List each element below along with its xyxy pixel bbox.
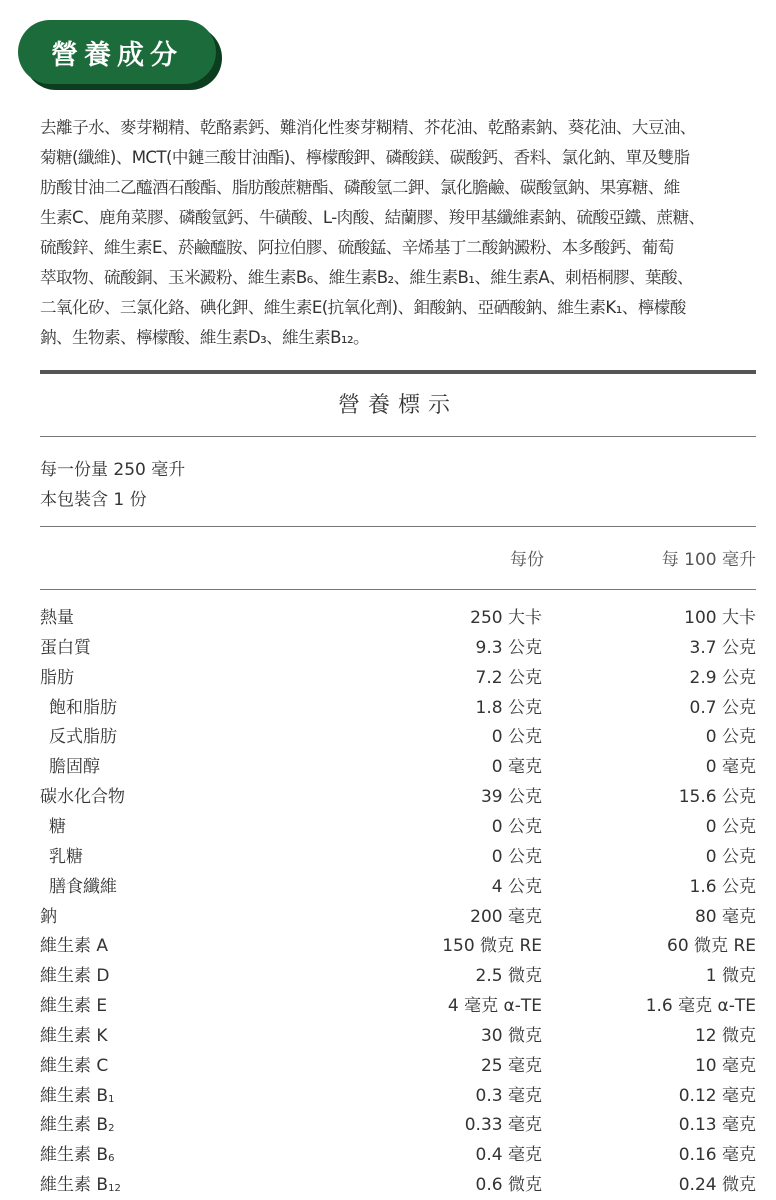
table-row xyxy=(40,872,756,902)
nutrient-label xyxy=(40,1110,114,1135)
nutrient-name: 鈉 xyxy=(40,906,57,927)
value-per-serving: 4 毫克 α-TE xyxy=(447,996,542,1017)
nutrient-label xyxy=(49,722,117,747)
nutrient-label xyxy=(49,812,66,837)
nutrient-name: 乳糖 xyxy=(49,846,83,867)
table-row xyxy=(40,902,756,932)
ingredients-line: 二氧化矽、三氯化鉻、碘化鉀、維生素E(抗氧化劑)、鉬酸鈉、亞硒酸鈉、維生素K₁、檸檬酸 xyxy=(40,298,686,317)
nutrient-label xyxy=(40,633,91,658)
table-row xyxy=(40,693,756,723)
value-per-serving: 250 大卡 xyxy=(470,608,542,628)
value-per-serving: 9.3 公克 xyxy=(475,637,542,658)
table-row xyxy=(40,961,756,991)
table-row xyxy=(40,752,756,782)
nutrient-subscript: 1 xyxy=(108,1093,115,1105)
value-per-serving: 7.2 公克 xyxy=(475,667,542,688)
value-per-100ml: 0 公克 xyxy=(705,816,756,837)
nutrient-label xyxy=(40,1021,108,1046)
divider-thick xyxy=(40,370,756,374)
nutrient-name: 維生素 B xyxy=(40,1175,109,1196)
value-per-100ml: 1.6 毫克 α-TE xyxy=(645,996,756,1017)
divider xyxy=(40,526,756,527)
nutrient-label xyxy=(40,1051,108,1076)
value-per-100ml: 1.6 公克 xyxy=(689,876,756,897)
nutrient-label xyxy=(40,603,74,628)
ingredients-line: 生素C、鹿角菜膠、磷酸氫鈣、牛磺酸、L-肉酸、結蘭膠、羧甲基纖維素鈉、硫酸亞鐵、蔗糖、 xyxy=(40,208,705,227)
table-row xyxy=(40,1081,756,1111)
nutrient-name: 膽固醇 xyxy=(49,757,100,778)
value-per-serving: 0 毫克 xyxy=(491,757,542,778)
nutrient-name: 碳水化合物 xyxy=(40,787,125,808)
value-per-100ml: 100 大卡 xyxy=(684,608,756,628)
value-per-100ml: 0 公克 xyxy=(705,846,756,867)
value-per-serving: 200 毫克 xyxy=(470,906,542,927)
ingredients-list xyxy=(40,113,758,353)
nutrient-label xyxy=(40,663,74,688)
value-per-100ml: 0 毫克 xyxy=(705,757,756,778)
table-row xyxy=(40,1051,756,1081)
divider xyxy=(40,589,756,590)
value-per-serving: 0.33 毫克 xyxy=(464,1115,542,1136)
table-row xyxy=(40,603,756,633)
divider xyxy=(40,436,756,437)
nutrient-name: 維生素 C xyxy=(40,1055,109,1076)
nutrient-name: 維生素 E xyxy=(40,996,108,1017)
nutrient-name: 膳食纖維 xyxy=(49,876,117,897)
table-row xyxy=(40,633,756,663)
ingredients-line: 菊糖(纖維)、MCT(中鏈三酸甘油酯)、檸檬酸鉀、磷酸鎂、碳酸鈣、香料、氯化鈉、單及雙脂 xyxy=(40,148,690,167)
nutrient-label xyxy=(40,1081,114,1106)
value-per-serving: 150 微克 RE xyxy=(442,936,542,957)
value-per-serving: 1.8 公克 xyxy=(475,697,542,718)
table-row xyxy=(40,1140,756,1170)
servings-per-pack: 本包裝含 1 份 xyxy=(40,490,147,510)
value-per-100ml: 0.16 毫克 xyxy=(678,1145,756,1166)
value-per-serving: 0.6 微克 xyxy=(475,1175,542,1196)
nutrient-label xyxy=(40,961,110,986)
table-row xyxy=(40,1110,756,1140)
nutrient-subscript: 2 xyxy=(108,1123,115,1135)
table-row xyxy=(40,782,756,812)
value-per-100ml: 15.6 公克 xyxy=(678,787,756,808)
nutrient-name: 蛋白質 xyxy=(40,637,91,658)
ingredients-line: 去離子水、麥芽糊精、乾酪素鈣、難消化性麥芽糊精、芥花油、乾酪素鈉、葵花油、大豆油、 xyxy=(40,118,696,137)
value-per-serving: 4 公克 xyxy=(491,876,542,897)
nutrient-name: 熱量 xyxy=(40,608,74,628)
nutrient-label xyxy=(40,902,57,927)
nutrient-label xyxy=(40,1170,121,1195)
value-per-100ml: 60 微克 RE xyxy=(667,936,756,957)
value-per-100ml: 3.7 公克 xyxy=(689,637,756,658)
section-title-badge: 營養成分 xyxy=(18,20,216,84)
value-per-serving: 30 微克 xyxy=(480,1025,542,1046)
serving-size: 每一份量 250 毫升 xyxy=(40,460,186,480)
nutrient-name: 維生素 B xyxy=(40,1085,109,1106)
nutrition-panel-title: 營養標示 xyxy=(337,393,458,418)
value-per-100ml: 1 微克 xyxy=(705,966,756,987)
column-header-per-serving: 每份 xyxy=(510,550,544,570)
nutrient-label xyxy=(49,752,100,777)
nutrient-label xyxy=(40,991,107,1016)
nutrient-name: 反式脂肪 xyxy=(49,727,117,748)
table-row xyxy=(40,812,756,842)
nutrient-subscript: 6 xyxy=(108,1153,115,1165)
column-header-per-100ml: 每 100 毫升 xyxy=(661,550,756,570)
value-per-serving: 0 公克 xyxy=(491,727,542,748)
value-per-serving: 0.4 毫克 xyxy=(475,1145,542,1166)
value-per-serving: 0 公克 xyxy=(491,816,542,837)
ingredients-line: 肪酸甘油二乙醯酒石酸酯、脂肪酸蔗糖酯、磷酸氫二鉀、氯化膽鹼、碳酸氫鈉、果寡糖、維 xyxy=(40,178,680,197)
nutrient-label xyxy=(49,842,83,867)
nutrient-name: 維生素 A xyxy=(40,936,109,957)
nutrient-name: 維生素 K xyxy=(40,1025,108,1046)
nutrient-name: 維生素 B xyxy=(40,1145,109,1166)
ingredients-line: 萃取物、硫酸銅、玉米澱粉、維生素B₆、維生素B₂、維生素B₁、維生素A、刺梧桐膠、葉酸、 xyxy=(40,268,694,287)
value-per-100ml: 10 毫克 xyxy=(694,1055,756,1076)
nutrient-name: 飽和脂肪 xyxy=(49,697,117,718)
nutrient-subscript: 12 xyxy=(108,1183,121,1195)
value-per-100ml: 0 公克 xyxy=(705,727,756,748)
nutrient-name: 糖 xyxy=(49,816,66,837)
value-per-serving: 0.3 毫克 xyxy=(475,1085,542,1106)
nutrient-label xyxy=(40,1140,114,1165)
nutrient-label xyxy=(40,782,125,807)
value-per-100ml: 0.24 微克 xyxy=(678,1175,756,1196)
table-row xyxy=(40,842,756,872)
value-per-100ml: 0.7 公克 xyxy=(689,697,756,718)
table-row xyxy=(40,722,756,752)
nutrient-label xyxy=(49,872,117,897)
value-per-serving: 25 毫克 xyxy=(480,1055,542,1076)
value-per-100ml: 80 毫克 xyxy=(694,906,756,927)
value-per-serving: 0 公克 xyxy=(491,846,542,867)
table-row xyxy=(40,991,756,1021)
value-per-100ml: 12 微克 xyxy=(694,1025,756,1046)
nutrient-name: 維生素 B xyxy=(40,1115,109,1136)
table-row xyxy=(40,1021,756,1051)
nutrient-name: 脂肪 xyxy=(40,667,74,688)
value-per-serving: 2.5 微克 xyxy=(475,966,542,987)
ingredients-line: 鈉、生物素、檸檬酸、維生素D₃、維生素B₁₂。 xyxy=(40,328,370,347)
nutrient-label xyxy=(40,931,108,956)
value-per-100ml: 2.9 公克 xyxy=(689,667,756,688)
value-per-100ml: 0.12 毫克 xyxy=(678,1085,756,1106)
table-row xyxy=(40,1170,756,1200)
table-row xyxy=(40,931,756,961)
nutrient-label xyxy=(49,693,117,718)
value-per-100ml: 0.13 毫克 xyxy=(678,1115,756,1136)
value-per-serving: 39 公克 xyxy=(480,787,542,808)
nutrient-name: 維生素 D xyxy=(40,966,110,987)
table-row xyxy=(40,663,756,693)
ingredients-line: 硫酸鋅、維生素E、菸鹼醯胺、阿拉伯膠、硫酸錳、辛烯基丁二酸鈉澱粉、本多酸鈣、葡萄 xyxy=(40,238,674,257)
